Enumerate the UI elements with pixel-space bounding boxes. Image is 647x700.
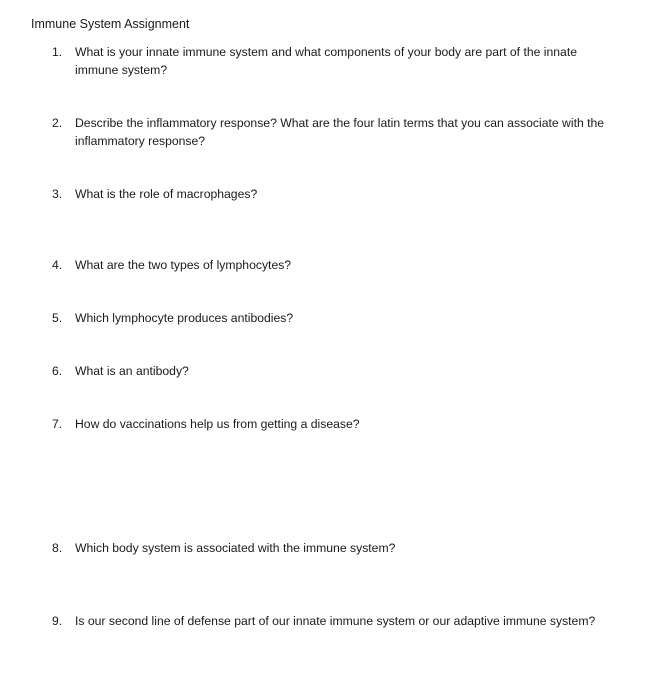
question-number: 7. (52, 417, 63, 431)
question-number: 3. (52, 187, 63, 201)
question-number: 2. (52, 116, 63, 130)
question-number: 1. (52, 45, 63, 59)
question-text: Is our second line of defense part of our innate immune system or our adaptive immune system? (75, 614, 596, 628)
question-number: 5. (52, 311, 63, 325)
question-text: What is your innate immune system and what components of your body are part of the innate immune system? (75, 45, 577, 77)
question-item (52, 114, 612, 150)
question-item (52, 256, 612, 274)
question-text: What is the role of macrophages? (75, 187, 258, 201)
question-text: What is an antibody? (75, 364, 189, 378)
question-item (52, 185, 612, 203)
question-text: What are the two types of lymphocytes? (75, 258, 292, 272)
question-item (52, 612, 612, 630)
question-item (52, 539, 612, 557)
document-title: Immune System Assignment (31, 17, 190, 31)
question-text: Which body system is associated with the immune system? (75, 541, 396, 555)
question-item (52, 43, 612, 79)
question-number: 4. (52, 258, 63, 272)
question-text: Which lymphocyte produces antibodies? (75, 311, 294, 325)
question-number: 6. (52, 364, 63, 378)
question-text: How do vaccinations help us from getting a disease? (75, 417, 360, 431)
question-number: 9. (52, 614, 63, 628)
question-number: 8. (52, 541, 63, 555)
question-item (52, 415, 612, 433)
question-item (52, 309, 612, 327)
question-text: Describe the inflammatory response? What are the four latin terms that you can associate with the inflammatory response? (75, 116, 605, 148)
question-item (52, 362, 612, 380)
